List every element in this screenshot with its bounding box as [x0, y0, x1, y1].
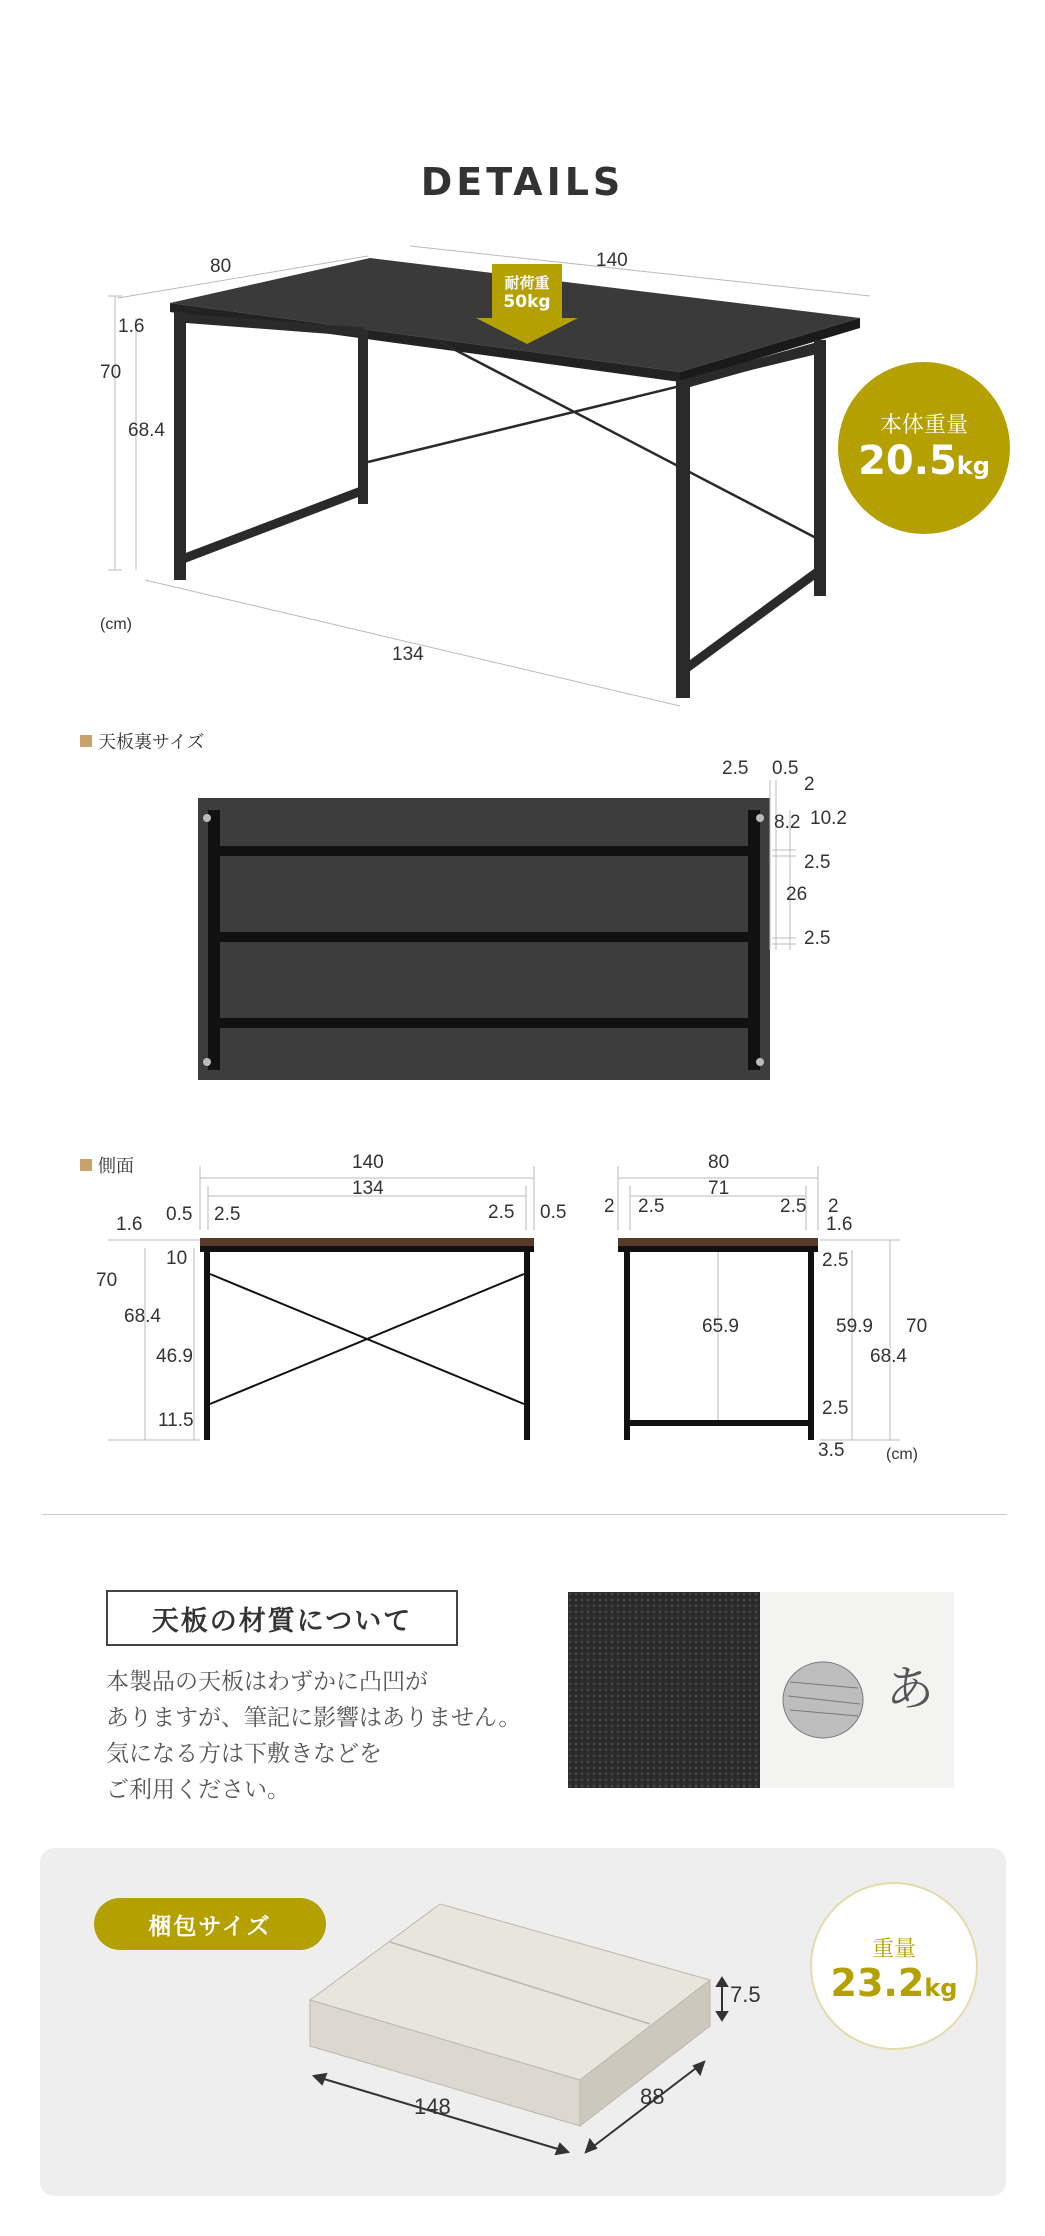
- package-length-dim: 148: [414, 2094, 451, 2119]
- front-left-inset: 2.5: [214, 1204, 241, 1225]
- page-title: DETAILS: [420, 160, 625, 204]
- front-height-dim: 70: [96, 1270, 118, 1291]
- load-capacity-label: 耐荷重 50kg: [503, 274, 551, 312]
- front-inner-dim: 134: [352, 1178, 384, 1199]
- profile-inner-dim: 71: [708, 1178, 730, 1199]
- front-top-dim: 1.6: [116, 1214, 143, 1235]
- profile-foot-dim: 3.5: [818, 1440, 845, 1461]
- profile-height-dim: 70: [906, 1316, 928, 1337]
- front-width-dim: 140: [352, 1152, 384, 1173]
- package-box-drawing: [280, 1890, 760, 2170]
- side-section-label: 側面: [80, 1152, 134, 1178]
- underside-dim-3: 2: [804, 774, 815, 795]
- profile-clear-dim: 65.9: [702, 1316, 739, 1337]
- profile-top-dim: 1.6: [826, 1214, 853, 1235]
- profile-height-inner-dim: 68.4: [870, 1346, 907, 1367]
- package-depth-dim: 88: [640, 2084, 665, 2109]
- underside-drawing: [0, 750, 1045, 1090]
- underside-dim-1: 2.5: [722, 758, 749, 779]
- front-brace-top-dim: 10: [166, 1248, 188, 1269]
- underside-section-label: 天板裏サイズ: [80, 728, 205, 754]
- package-weight-badge: 重量 23.2kg: [810, 1882, 978, 2050]
- inner-width-dim: 134: [392, 644, 424, 665]
- package-size-label: 梱包サイズ: [94, 1898, 326, 1950]
- section-divider: [42, 1514, 1007, 1515]
- front-left-offset: 0.5: [166, 1204, 193, 1225]
- profile-upper-dim: 2.5: [822, 1250, 849, 1271]
- front-brace-bottom-dim: 11.5: [158, 1410, 194, 1431]
- material-description: 本製品の天板はわずかに凸凹が ありますが、筆記に影響はありません。 気になる方は下敷きなどを ご利用ください。: [106, 1669, 522, 1803]
- profile-left-inset: 2.5: [638, 1196, 665, 1217]
- profile-right-inset: 2.5: [780, 1196, 807, 1217]
- front-right-inset: 2.5: [488, 1202, 515, 1223]
- height-dim: 70: [100, 362, 122, 383]
- profile-unit-label: (cm): [886, 1446, 918, 1463]
- underside-dim-8: 2.5: [804, 928, 831, 949]
- underside-dim-2: 0.5: [772, 758, 799, 779]
- profile-right-offset: 2: [828, 1196, 839, 1217]
- tabletop-texture-photo: [568, 1592, 760, 1788]
- front-brace-dim: 46.9: [156, 1346, 193, 1367]
- package-height-dim: 7.5: [730, 1982, 761, 2007]
- width-dim: 140: [596, 250, 628, 271]
- depth-dim: 80: [210, 256, 232, 277]
- front-leg-dim: 68.4: [124, 1306, 161, 1327]
- profile-leg-dim: 59.9: [836, 1316, 873, 1337]
- leg-height-dim: 68.4: [128, 420, 165, 441]
- unit-label: (cm): [100, 616, 132, 633]
- material-heading: 天板の材質について: [106, 1590, 458, 1646]
- top-thickness-dim: 1.6: [118, 316, 145, 337]
- underside-dim-7: 26: [786, 884, 808, 905]
- section-marker: [80, 735, 92, 747]
- underside-dim-6: 2.5: [804, 852, 831, 873]
- profile-left-offset: 2: [604, 1196, 615, 1217]
- underside-dim-4: 8.2: [774, 812, 801, 833]
- underside-dim-5: 10.2: [810, 808, 847, 829]
- pencil-sample-character: あ: [886, 1661, 935, 1717]
- profile-depth-dim: 80: [708, 1152, 730, 1173]
- front-right-offset: 0.5: [540, 1202, 567, 1223]
- body-weight-badge: 本体重量 20.5kg: [838, 362, 1010, 534]
- profile-lower-dim: 2.5: [822, 1398, 849, 1419]
